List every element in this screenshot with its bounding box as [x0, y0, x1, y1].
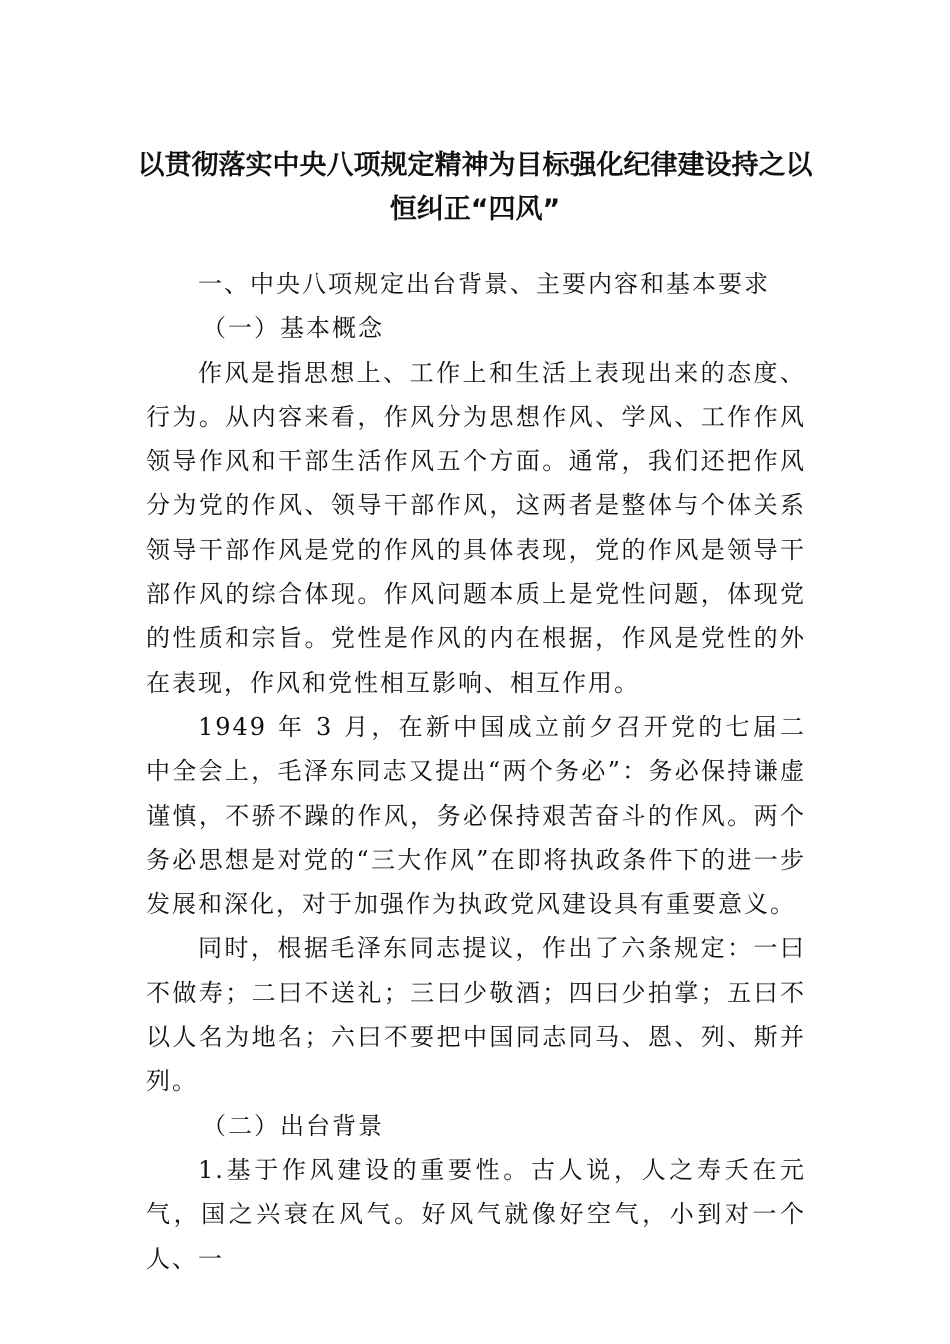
- section-heading-1: 一、中央八项规定出台背景、主要内容和基本要求: [198, 270, 770, 298]
- document-body: [146, 262, 806, 1281]
- document-title-line-2: 恒纠正“四风”: [389, 194, 561, 225]
- paragraph-importance-of-style: 1.基于作风建设的重要性。古人说，人之寿夭在元气，国之兴衰在风气。好风气就像好空气，小到对一个人、一: [146, 1155, 806, 1273]
- paragraph-work-style-definition: 作风是指思想上、工作上和生活上表现出来的态度、行为。从内容来看，作风分为思想作风、学风、工作作风领导作风和干部生活作风五个方面。通常，我们还把作风分为党的作风、领导干部作风，这两者是整体与个体关系领导干部作风是党的作风的具体表现，党的作风是领导干部作风的综合体现。作风问题本质上是党性问题，体现党的性质和宗旨。党性是作风的内在根据，作风是党性的外在表现，作风和党性相互影响、相互作用。: [146, 358, 806, 697]
- paragraph-six-rules: 同时，根据毛泽东同志提议，作出了六条规定：一曰不做寿；二曰不送礼；三曰少敬酒；四曰少拍掌；五曰不以人名为地名；六曰不要把中国同志同马、恩、列、斯并列。: [146, 934, 806, 1096]
- paragraph-two-musts: 1949 年 3 月，在新中国成立前夕召开党的七届二中全会上，毛泽东同志又提出“两个务必”：务必保持谦虚谨慎，不骄不躁的作风，务必保持艰苦奋斗的作风。两个务必思想是对党的“三大作风”在即将执政条件下的进一步发展和深化，对于加强作为执政党风建设具有重要意义。: [146, 712, 806, 919]
- document-title-line-1: 以贯彻落实中央八项规定精神为目标强化纪律建设持之以: [137, 150, 813, 181]
- subsection-heading-basic-concept: （一）基本概念: [202, 314, 384, 343]
- subsection-heading-background: （二）出台背景: [202, 1111, 384, 1140]
